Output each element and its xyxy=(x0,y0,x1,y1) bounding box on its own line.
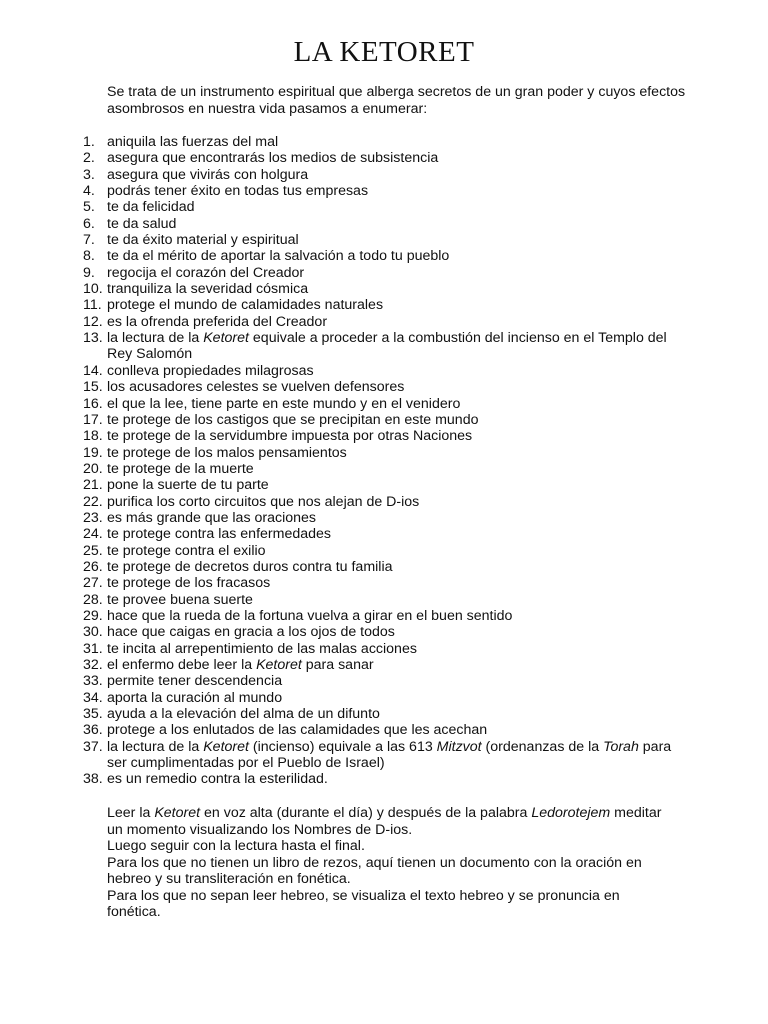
list-item-number: 3. xyxy=(83,166,95,183)
list-item-number: 16. xyxy=(83,395,103,412)
list-item xyxy=(83,526,683,542)
text-run: Leer la xyxy=(107,805,155,821)
text-run: la lectura de la xyxy=(107,330,204,347)
closing-section xyxy=(107,805,667,921)
list-item-text xyxy=(107,199,195,215)
list-item-text xyxy=(107,445,347,461)
text-run: es más grande que las oraciones xyxy=(107,509,316,526)
list-item-text xyxy=(107,722,487,738)
document-title: LA KETORET xyxy=(293,36,475,68)
text-run: te protege de la muerte xyxy=(107,460,254,477)
list-item-number: 10. xyxy=(83,281,103,298)
list-item-number: 14. xyxy=(83,362,103,379)
list-item-number: 29. xyxy=(83,607,103,624)
list-item-text xyxy=(107,771,328,787)
list-item xyxy=(83,281,683,297)
list-item-text xyxy=(107,526,331,542)
list-item-number: 33. xyxy=(83,673,103,690)
list-item-text xyxy=(107,183,368,199)
text-run: te provee buena suerte xyxy=(107,591,253,608)
text-run: para sanar xyxy=(301,657,374,673)
text-run: te protege de decretos duros contra tu familia xyxy=(107,558,393,575)
italic-term: Ketoret xyxy=(154,805,201,821)
text-run: te da felicidad xyxy=(107,199,195,216)
text-run: aporta la curación al mundo xyxy=(107,689,283,706)
list-item-number: 7. xyxy=(83,232,95,249)
list-item xyxy=(83,739,683,772)
list-item xyxy=(83,248,683,264)
list-item xyxy=(83,477,683,493)
list-item xyxy=(83,167,683,183)
text-run: Luego seguir con la lectura hasta el final. xyxy=(107,838,365,854)
list-item xyxy=(83,428,683,444)
list-item-number: 35. xyxy=(83,706,103,723)
list-item-number: 8. xyxy=(83,248,95,265)
list-item-number: 4. xyxy=(83,183,95,200)
list-item xyxy=(83,592,683,608)
list-item xyxy=(83,134,683,150)
list-item xyxy=(83,183,683,199)
list-item xyxy=(83,608,683,624)
list-item xyxy=(83,771,683,787)
list-item-text xyxy=(107,150,438,166)
text-run: en voz alta (durante el día) y después de la palabra xyxy=(200,805,532,821)
list-item xyxy=(83,624,683,640)
list-item xyxy=(83,673,683,689)
list-item xyxy=(83,199,683,215)
italic-term: Ledorotejem xyxy=(531,805,611,821)
list-item xyxy=(83,690,683,706)
list-item-number: 1. xyxy=(83,134,95,150)
list-item xyxy=(83,412,683,428)
list-item xyxy=(83,396,683,412)
text-run: te protege contra el exilio xyxy=(107,542,266,559)
italic-term: Torah xyxy=(603,738,639,755)
list-item-number: 37. xyxy=(83,738,103,755)
text-run: permite tener descendencia xyxy=(107,673,283,690)
list-item-text xyxy=(107,134,278,150)
list-item xyxy=(83,297,683,313)
list-item-number: 5. xyxy=(83,199,95,216)
closing-paragraph xyxy=(107,838,667,855)
list-item-number: 30. xyxy=(83,624,103,641)
list-item xyxy=(83,265,683,281)
list-item-text xyxy=(107,592,253,608)
text-run: equivale a proceder a la combustión del incienso en el Templo del Rey Salomón xyxy=(107,330,667,363)
text-run: (incienso) equivale a las 613 xyxy=(248,738,437,755)
list-item-text xyxy=(107,657,374,673)
list-item-text xyxy=(107,330,667,362)
text-run: pone la suerte de tu parte xyxy=(107,477,269,494)
list-item-text xyxy=(107,363,314,379)
list-item xyxy=(83,559,683,575)
text-run: te da el mérito de aportar la salvación a todo tu pueblo xyxy=(107,248,450,265)
closing-paragraph xyxy=(107,888,667,921)
list-item-number: 32. xyxy=(83,657,103,673)
text-run: asegura que vivirás con holgura xyxy=(107,166,309,183)
list-item-text xyxy=(107,477,269,493)
list-item-text xyxy=(107,690,282,706)
list-item-number: 25. xyxy=(83,542,103,559)
text-run: te protege de los castigos que se precipitan en este mundo xyxy=(107,411,479,428)
text-run: meditar un momento visualizando los Nombres de D-ios. xyxy=(107,805,662,838)
list-item-text xyxy=(107,608,512,624)
list-item xyxy=(83,216,683,232)
text-run: te incita al arrepentimiento de las malas acciones xyxy=(107,640,417,657)
text-run: regocija el corazón del Creador xyxy=(107,264,305,281)
text-run: podrás tener éxito en todas tus empresas xyxy=(107,183,369,200)
text-run: Para los que no sepan leer hebreo, se visualiza el texto hebreo y se pronuncia en fonética. xyxy=(107,887,620,920)
list-item-number: 36. xyxy=(83,722,103,739)
list-item-number: 15. xyxy=(83,379,103,396)
text-run: te da éxito material y espiritual xyxy=(107,232,299,249)
list-item-number: 26. xyxy=(83,558,103,575)
list-item xyxy=(83,543,683,559)
list-item-text xyxy=(107,641,417,657)
text-run: la lectura de la xyxy=(107,738,204,755)
benefits-list xyxy=(83,134,683,788)
list-item xyxy=(83,706,683,722)
intro-paragraph: Se trata de un instrumento espiritual que alberga secretos de un gran poder y cuyos efectos asombrosos en nuestra vida pasamos a enumerar: xyxy=(107,84,686,117)
list-item-text xyxy=(107,412,478,428)
italic-term: Ketoret xyxy=(256,657,302,673)
closing-paragraph xyxy=(107,855,667,888)
italic-term: Ketoret xyxy=(203,738,249,755)
text-run: te protege de los fracasos xyxy=(107,575,271,592)
italic-term: Mitzvot xyxy=(436,738,482,755)
list-item-text xyxy=(107,739,671,771)
text-run: purifica los corto circuitos que nos alejan de D-ios xyxy=(107,493,420,510)
list-item-text xyxy=(107,167,308,183)
list-item-text xyxy=(107,232,299,248)
text-run: hace que caigas en gracia a los ojos de todos xyxy=(107,624,395,641)
list-item xyxy=(83,575,683,591)
list-item xyxy=(83,150,683,166)
text-run: asegura que encontrarás los medios de subsistencia xyxy=(107,150,439,167)
list-item-text xyxy=(107,248,449,264)
list-item xyxy=(83,363,683,379)
list-item-number: 12. xyxy=(83,313,103,330)
list-item-text xyxy=(107,297,383,313)
list-item xyxy=(83,510,683,526)
text-run: (ordenanzas de la xyxy=(481,738,604,755)
italic-term: Ketoret xyxy=(203,330,249,347)
text-run: protege a los enlutados de las calamidades que les acechan xyxy=(107,722,488,739)
list-item-number: 34. xyxy=(83,689,103,706)
list-item-number: 13. xyxy=(83,330,103,347)
closing-paragraph xyxy=(107,805,667,838)
text-run: es la ofrenda preferida del Creador xyxy=(107,313,328,330)
text-run: ayuda a la elevación del alma de un difunto xyxy=(107,706,380,723)
text-run: te protege de los malos pensamientos xyxy=(107,444,347,461)
list-item xyxy=(83,445,683,461)
text-run: es un remedio contra la esterilidad. xyxy=(107,771,328,788)
list-item-number: 22. xyxy=(83,493,103,510)
text-run: protege el mundo de calamidades naturales xyxy=(107,297,384,314)
list-item-number: 38. xyxy=(83,771,103,788)
list-item-number: 18. xyxy=(83,428,103,445)
text-run: te protege contra las enfermedades xyxy=(107,526,331,543)
list-item-text xyxy=(107,624,395,640)
list-item-number: 31. xyxy=(83,640,103,657)
list-item-text xyxy=(107,510,316,526)
list-item xyxy=(83,657,683,673)
list-item xyxy=(83,641,683,657)
list-item-text xyxy=(107,559,393,575)
list-item xyxy=(83,232,683,248)
list-item-text xyxy=(107,314,327,330)
text-run: te da salud xyxy=(107,215,177,232)
text-run: conlleva propiedades milagrosas xyxy=(107,362,314,379)
list-item-number: 19. xyxy=(83,444,103,461)
list-item xyxy=(83,461,683,477)
list-item-text xyxy=(107,265,304,281)
list-item xyxy=(83,379,683,395)
list-item xyxy=(83,722,683,738)
text-run: los acusadores celestes se vuelven defensores xyxy=(107,379,405,396)
list-item-text xyxy=(107,379,404,395)
list-item xyxy=(83,330,683,363)
list-item-text xyxy=(107,216,176,232)
text-run: tranquiliza la severidad cósmica xyxy=(107,281,309,298)
list-item-text xyxy=(107,673,282,689)
list-item-number: 21. xyxy=(83,477,103,494)
list-item-text xyxy=(107,575,270,591)
list-item-text xyxy=(107,543,266,559)
list-item-text xyxy=(107,428,472,444)
list-item-text xyxy=(107,281,308,297)
text-run: Para los que no tienen un libro de rezos, aquí tienen un documento con la oración en hebreo y su transliteración en fonética. xyxy=(107,854,642,887)
list-item-number: 24. xyxy=(83,526,103,543)
list-item-number: 11. xyxy=(83,297,102,314)
text-run: te protege de la servidumbre impuesta por otras Naciones xyxy=(107,428,473,445)
text-run: el enfermo debe leer la xyxy=(107,657,257,673)
text-run: el que la lee, tiene parte en este mundo y en el venidero xyxy=(107,395,461,412)
list-item xyxy=(83,314,683,330)
text-run: aniquila las fuerzas del mal xyxy=(107,134,279,150)
list-item-number: 6. xyxy=(83,215,95,232)
list-item-number: 27. xyxy=(83,575,103,592)
list-item-number: 28. xyxy=(83,591,103,608)
text-run: para ser cumplimentadas por el Pueblo de Israel) xyxy=(107,738,672,772)
list-item-number: 20. xyxy=(83,460,103,477)
list-item-number: 2. xyxy=(83,150,95,167)
list-item-number: 23. xyxy=(83,509,103,526)
list-item xyxy=(83,494,683,510)
list-item-text xyxy=(107,706,380,722)
list-item-number: 17. xyxy=(83,411,103,428)
list-item-text xyxy=(107,494,419,510)
list-item-text xyxy=(107,461,254,477)
text-run: hace que la rueda de la fortuna vuelva a girar en el buen sentido xyxy=(107,607,513,624)
list-item-text xyxy=(107,396,460,412)
list-item-number: 9. xyxy=(83,264,95,281)
